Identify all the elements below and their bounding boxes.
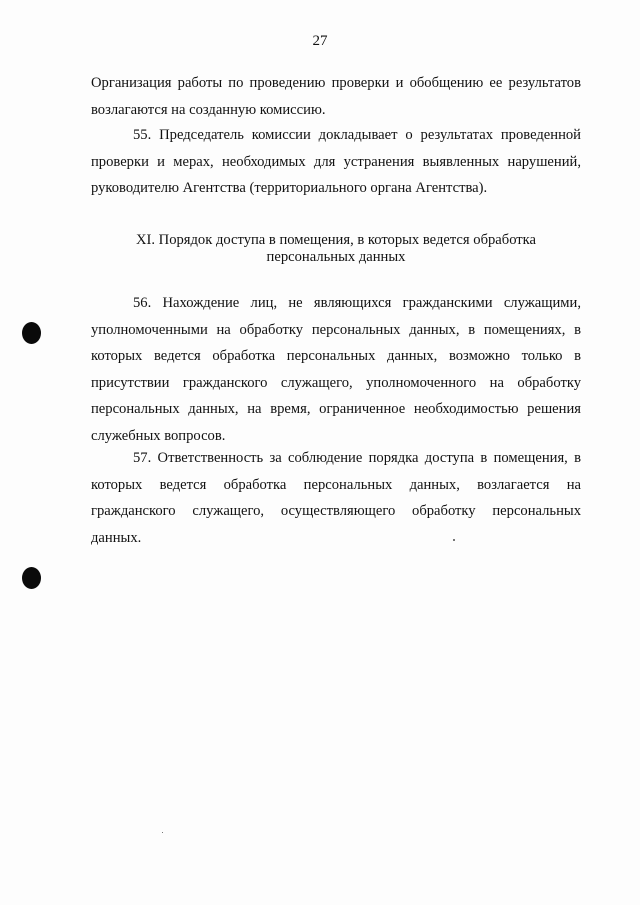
scan-speck (162, 832, 163, 833)
paragraph-continuation: Организация работы по проведению проверки и обобщению ее результатов возлагаются на созданную комиссию. (91, 75, 581, 118)
page-number: 27 (312, 33, 328, 49)
section-title-line: персональных данных (266, 249, 406, 265)
paragraph-57: 57. Ответственность за соблюдение порядка доступа в помещения, в которых ведется обработка персональных данных, возлагается на гражданского служащего, осуществляющего обработку персональных данных. (91, 450, 581, 546)
paragraph-55: 55. Председатель комиссии докладывает о результатах проведенной проверки и мерах, необходимых для устранения выявленных нарушений, руководителю Агентства (территориального органа Агентства). (91, 127, 581, 196)
binder-hole-mark (22, 567, 41, 589)
section-title (91, 232, 581, 266)
paragraph-56: 56. Нахождение лиц, не являющихся гражданскими служащими, уполномоченными на обработку персональных данных, в помещениях, в которых ведется обработка персональных данных, возможно только в присутствии гражданского служащего, уполномоченного на обработку персональных данных, на время, ограниченное необходимостью решения служебных вопросов. (91, 295, 581, 444)
section-title-line: XI. Порядок доступа в помещения, в которых ведется обработка (135, 232, 537, 248)
binder-hole-mark (22, 322, 41, 344)
